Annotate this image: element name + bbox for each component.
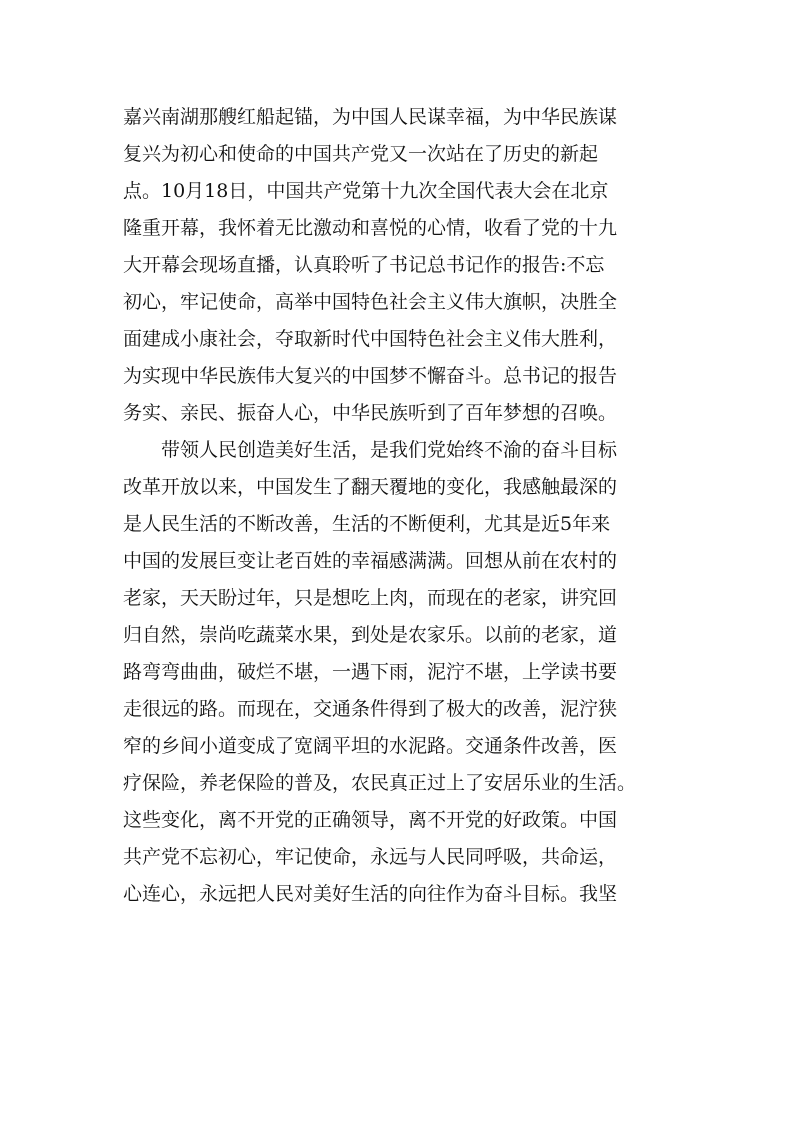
text-line: 务实、亲民、振奋人心，中华民族听到了百年梦想的召唤。: [123, 402, 618, 424]
body-text: [123, 99, 683, 913]
text-line: 改革开放以来，中国发生了翻天覆地的变化，我感触最深的: [123, 476, 618, 498]
text-line: 路弯弯曲曲，破烂不堪，一遇下雨，泥泞不堪，上学读书要: [123, 661, 618, 683]
text-line: 大开幕会现场直播，认真聆听了书记总书记作的报告:不忘: [123, 254, 605, 276]
text-line: 心连心，永远把人民对美好生活的向往作为奋斗目标。我坚: [123, 883, 618, 905]
text-line: 为实现中华民族伟大复兴的中国梦不懈奋斗。总书记的报告: [123, 365, 618, 387]
text-line: 嘉兴南湖那艘红船起锚，为中国人民谋幸福，为中华民族谋: [123, 106, 618, 128]
text-line: 是人民生活的不断改善，生活的不断便利，尤其是近5年来: [123, 513, 611, 535]
text-line: 面建成小康社会，夺取新时代中国特色社会主义伟大胜利，: [123, 328, 618, 350]
text-line: 疗保险，养老保险的普及，农民真正过上了安居乐业的生活。: [123, 772, 637, 794]
text-line: 初心，牢记使命，高举中国特色社会主义伟大旗帜，决胜全: [123, 291, 618, 313]
text-line: 隆重开幕，我怀着无比激动和喜悦的心情，收看了党的十九: [123, 217, 618, 239]
text-line: 归自然，崇尚吃蔬菜水果，到处是农家乐。以前的老家，道: [123, 624, 618, 646]
text-line: 共产党不忘初心，牢记使命，永远与人民同呼吸，共命运，: [123, 846, 618, 868]
text-line: 复兴为初心和使命的中国共产党又一次站在了历史的新起: [123, 143, 599, 165]
text-line: 走很远的路。而现在，交通条件得到了极大的改善，泥泞狭: [123, 698, 618, 720]
text-line: 点。10月18日，中国共产党第十九次全国代表大会在北京: [123, 180, 609, 202]
text-line: 老家，天天盼过年，只是想吃上肉，而现在的老家，讲究回: [123, 587, 618, 609]
text-line: 这些变化，离不开党的正确领导，离不开党的好政策。中国: [123, 809, 618, 831]
paragraph-first-line: 带领人民创造美好生活，是我们党始终不渝的奋斗目标: [161, 439, 618, 461]
text-line: 中国的发展巨变让老百姓的幸福感满满。回想从前在农村的: [123, 550, 618, 572]
text-line: 窄的乡间小道变成了宽阔平坦的水泥路。交通条件改善，医: [123, 735, 618, 757]
